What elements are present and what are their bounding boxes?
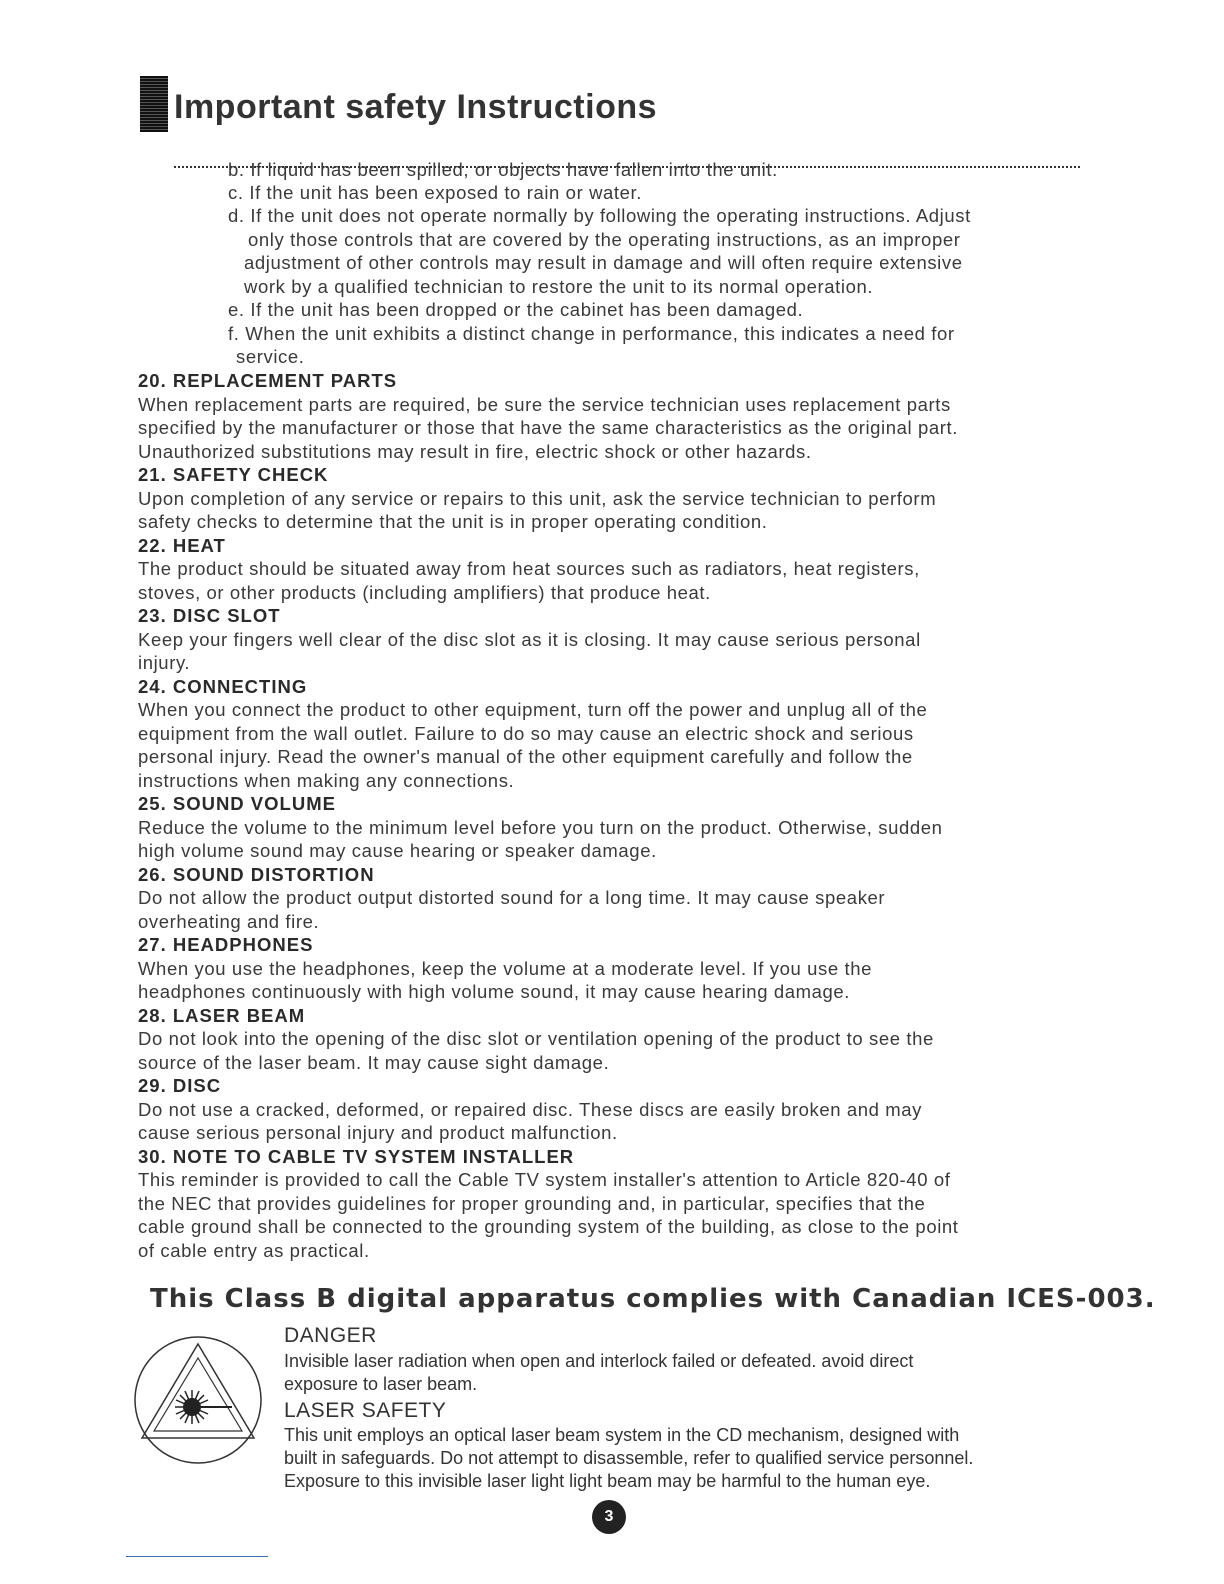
section-text: Do not allow the product output distorted sound for a long time. It may cause speaker	[138, 887, 886, 908]
section-heading: 24. CONNECTING	[138, 676, 308, 697]
list-item: b. If liquid has been spilled, or objects have fallen into the unit.	[228, 159, 778, 180]
list-item: only those controls that are covered by the operating instructions, as an improper	[248, 229, 961, 250]
section-text: Upon completion of any service or repairs to this unit, ask the service technician to perform	[138, 488, 937, 509]
section-text: stoves, or other products (including amplifiers) that produce heat.	[138, 582, 711, 603]
section-text: headphones continuously with high volume sound, it may cause hearing damage.	[138, 981, 851, 1002]
section-heading: 28. LASER BEAM	[138, 1005, 306, 1026]
laser-safety-title: LASER SAFETY	[284, 1399, 447, 1422]
page-number: 3	[592, 1500, 626, 1534]
list-item: c. If the unit has been exposed to rain or water.	[228, 182, 643, 203]
section-heading: 22. HEAT	[138, 535, 226, 556]
page-title: Important safety Instructions	[174, 88, 658, 126]
laser-warning-icon	[132, 1334, 264, 1466]
section-text: source of the laser beam. It may cause sight damage.	[138, 1052, 610, 1073]
section-text: Unauthorized substitutions may result in fire, electric shock or other hazards.	[138, 441, 812, 462]
section-heading: 26. SOUND DISTORTION	[138, 864, 375, 885]
section-text: Reduce the volume to the minimum level before you turn on the product. Otherwise, sudden	[138, 817, 943, 838]
list-item: work by a qualified technician to restore the unit to its normal operation.	[244, 276, 874, 297]
list-item: e. If the unit has been dropped or the cabinet has been damaged.	[228, 299, 804, 320]
footer-divider	[126, 1556, 268, 1557]
section-text: cable ground shall be connected to the grounding system of the building, as close to the point	[138, 1216, 959, 1237]
section-text: overheating and fire.	[138, 911, 320, 932]
section-text: When you connect the product to other equipment, turn off the power and unplug all of the	[138, 699, 928, 720]
section-text: When you use the headphones, keep the volume at a moderate level. If you use the	[138, 958, 872, 979]
header-bar-icon	[140, 76, 168, 132]
section-text: injury.	[138, 652, 191, 673]
danger-text: exposure to laser beam.	[284, 1374, 478, 1394]
danger-text: Invisible laser radiation when open and interlock failed or defeated. avoid direct	[284, 1351, 914, 1371]
section-heading: 30. NOTE TO CABLE TV SYSTEM INSTALLER	[138, 1146, 575, 1167]
list-item: d. If the unit does not operate normally by following the operating instructions. Adjust	[228, 205, 971, 226]
section-text: Do not look into the opening of the disc slot or ventilation opening of the product to see the	[138, 1028, 934, 1049]
section-heading: 23. DISC SLOT	[138, 605, 281, 626]
section-heading: 21. SAFETY CHECK	[138, 464, 329, 485]
section-text: high volume sound may cause hearing or speaker damage.	[138, 840, 657, 861]
section-text: personal injury. Read the owner's manual of the other equipment carefully and follow the	[138, 746, 913, 767]
danger-title: DANGER	[284, 1324, 377, 1347]
section-heading: 25. SOUND VOLUME	[138, 793, 336, 814]
section-heading: 20. REPLACEMENT PARTS	[138, 370, 398, 391]
section-text: instructions when making any connections.	[138, 770, 515, 791]
section-heading: 29. DISC	[138, 1075, 222, 1096]
section-text: The product should be situated away from heat sources such as radiators, heat registers,	[138, 558, 920, 579]
section-text: Keep your fingers well clear of the disc slot as it is closing. It may cause serious personal	[138, 629, 921, 650]
section-text: specified by the manufacturer or those that have the same characteristics as the original part.	[138, 417, 959, 438]
section-heading: 27. HEADPHONES	[138, 934, 314, 955]
section-text: safety checks to determine that the unit is in proper operating condition.	[138, 511, 768, 532]
list-item: adjustment of other controls may result in damage and will often require extensive	[244, 252, 963, 273]
section-text: of cable entry as practical.	[138, 1240, 370, 1261]
section-text: When replacement parts are required, be sure the service technician uses replacement parts	[138, 394, 951, 415]
section-text: This reminder is provided to call the Cable TV system installer's attention to Article 820-40 of	[138, 1169, 951, 1190]
compliance-statement: This Class B digital apparatus complies with Canadian ICES-003.	[150, 1284, 1156, 1314]
laser-safety-text: This unit employs an optical laser beam system in the CD mechanism, designed with	[284, 1425, 960, 1445]
laser-safety-text: Exposure to this invisible laser light light beam may be harmful to the human eye.	[284, 1471, 931, 1491]
section-text: Do not use a cracked, deformed, or repaired disc. These discs are easily broken and may	[138, 1099, 923, 1120]
section-text: cause serious personal injury and product malfunction.	[138, 1122, 618, 1143]
list-item: f. When the unit exhibits a distinct change in performance, this indicates a need for	[228, 323, 955, 344]
list-item: service.	[236, 346, 305, 367]
section-text: the NEC that provides guidelines for proper grounding and, in particular, specifies that the	[138, 1193, 926, 1214]
laser-safety-text: built in safeguards. Do not attempt to disassemble, refer to qualified service personnel.	[284, 1448, 974, 1468]
page-header	[140, 74, 1080, 168]
section-text: equipment from the wall outlet. Failure to do so may cause an electric shock and serious	[138, 723, 914, 744]
